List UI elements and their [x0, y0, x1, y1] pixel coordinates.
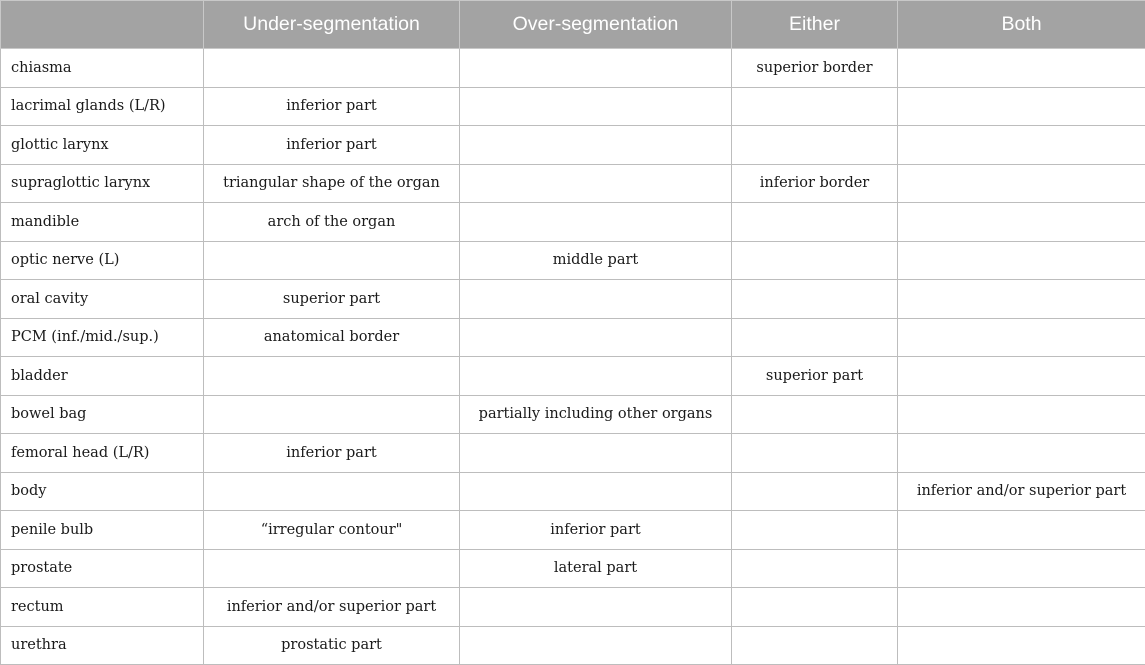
either-cell: [732, 280, 898, 319]
table-row: [1, 164, 1145, 203]
both-cell: [898, 126, 1145, 165]
either-cell: [732, 626, 898, 665]
under-segmentation-cell: [204, 357, 460, 396]
table-row: [1, 280, 1145, 319]
table-body: [1, 49, 1145, 665]
both-cell: [898, 241, 1145, 280]
either-cell: [732, 434, 898, 473]
table-row: [1, 318, 1145, 357]
table-row: [1, 549, 1145, 588]
under-segmentation-cell: triangular shape of the organ: [204, 164, 460, 203]
over-segmentation-cell: inferior part: [460, 511, 732, 550]
both-cell: inferior and/or superior part: [898, 472, 1145, 511]
both-cell: [898, 626, 1145, 665]
either-cell: [732, 87, 898, 126]
both-cell: [898, 588, 1145, 627]
table-row: [1, 588, 1145, 627]
over-segmentation-cell: [460, 434, 732, 473]
table-row: [1, 126, 1145, 165]
either-cell: [732, 549, 898, 588]
organ-cell: lacrimal glands (L/R): [1, 87, 204, 126]
both-cell: [898, 395, 1145, 434]
over-segmentation-cell: [460, 626, 732, 665]
organ-cell: prostate: [1, 549, 204, 588]
table-row: [1, 49, 1145, 88]
header-under-segmentation: Under-segmentation: [204, 1, 460, 49]
both-cell: [898, 49, 1145, 88]
over-segmentation-cell: [460, 203, 732, 242]
table-row: [1, 395, 1145, 434]
both-cell: [898, 434, 1145, 473]
both-cell: [898, 280, 1145, 319]
organ-cell: rectum: [1, 588, 204, 627]
table-header: [1, 1, 1145, 49]
organ-cell: optic nerve (L): [1, 241, 204, 280]
over-segmentation-cell: [460, 588, 732, 627]
table-row: [1, 241, 1145, 280]
both-cell: [898, 357, 1145, 396]
both-cell: [898, 87, 1145, 126]
header-either: Either: [732, 1, 898, 49]
header-both: Both: [898, 1, 1145, 49]
organ-cell: chiasma: [1, 49, 204, 88]
organ-cell: bladder: [1, 357, 204, 396]
over-segmentation-cell: [460, 280, 732, 319]
over-segmentation-cell: [460, 87, 732, 126]
either-cell: superior part: [732, 357, 898, 396]
under-segmentation-cell: inferior part: [204, 434, 460, 473]
under-segmentation-cell: superior part: [204, 280, 460, 319]
organ-cell: oral cavity: [1, 280, 204, 319]
over-segmentation-cell: [460, 357, 732, 396]
over-segmentation-cell: [460, 164, 732, 203]
organ-cell: bowel bag: [1, 395, 204, 434]
under-segmentation-cell: inferior and/or superior part: [204, 588, 460, 627]
over-segmentation-cell: [460, 318, 732, 357]
table-row: [1, 434, 1145, 473]
table-row: [1, 511, 1145, 550]
under-segmentation-cell: inferior part: [204, 87, 460, 126]
organ-cell: urethra: [1, 626, 204, 665]
both-cell: [898, 318, 1145, 357]
over-segmentation-cell: [460, 126, 732, 165]
organ-cell: femoral head (L/R): [1, 434, 204, 473]
organ-cell: penile bulb: [1, 511, 204, 550]
organ-cell: PCM (inf./mid./sup.): [1, 318, 204, 357]
either-cell: [732, 472, 898, 511]
over-segmentation-cell: [460, 49, 732, 88]
over-segmentation-cell: partially including other organs: [460, 395, 732, 434]
organ-cell: body: [1, 472, 204, 511]
header-over-segmentation: Over-segmentation: [460, 1, 732, 49]
organ-cell: glottic larynx: [1, 126, 204, 165]
either-cell: superior border: [732, 49, 898, 88]
both-cell: [898, 164, 1145, 203]
under-segmentation-cell: [204, 549, 460, 588]
under-segmentation-cell: “irregular contour": [204, 511, 460, 550]
table-row: [1, 472, 1145, 511]
under-segmentation-cell: anatomical border: [204, 318, 460, 357]
table-row: [1, 87, 1145, 126]
organ-cell: mandible: [1, 203, 204, 242]
over-segmentation-cell: middle part: [460, 241, 732, 280]
either-cell: [732, 318, 898, 357]
over-segmentation-cell: lateral part: [460, 549, 732, 588]
header-organ: [1, 1, 204, 49]
either-cell: [732, 395, 898, 434]
table-row: [1, 357, 1145, 396]
under-segmentation-cell: prostatic part: [204, 626, 460, 665]
both-cell: [898, 511, 1145, 550]
under-segmentation-cell: [204, 472, 460, 511]
table-row: [1, 203, 1145, 242]
organ-cell: supraglottic larynx: [1, 164, 204, 203]
either-cell: [732, 511, 898, 550]
table-row: [1, 626, 1145, 665]
either-cell: [732, 126, 898, 165]
over-segmentation-cell: [460, 472, 732, 511]
either-cell: [732, 588, 898, 627]
header-row: [1, 1, 1145, 49]
under-segmentation-cell: [204, 241, 460, 280]
under-segmentation-cell: [204, 395, 460, 434]
under-segmentation-cell: arch of the organ: [204, 203, 460, 242]
either-cell: inferior border: [732, 164, 898, 203]
either-cell: [732, 241, 898, 280]
under-segmentation-cell: [204, 49, 460, 88]
both-cell: [898, 549, 1145, 588]
under-segmentation-cell: inferior part: [204, 126, 460, 165]
both-cell: [898, 203, 1145, 242]
either-cell: [732, 203, 898, 242]
